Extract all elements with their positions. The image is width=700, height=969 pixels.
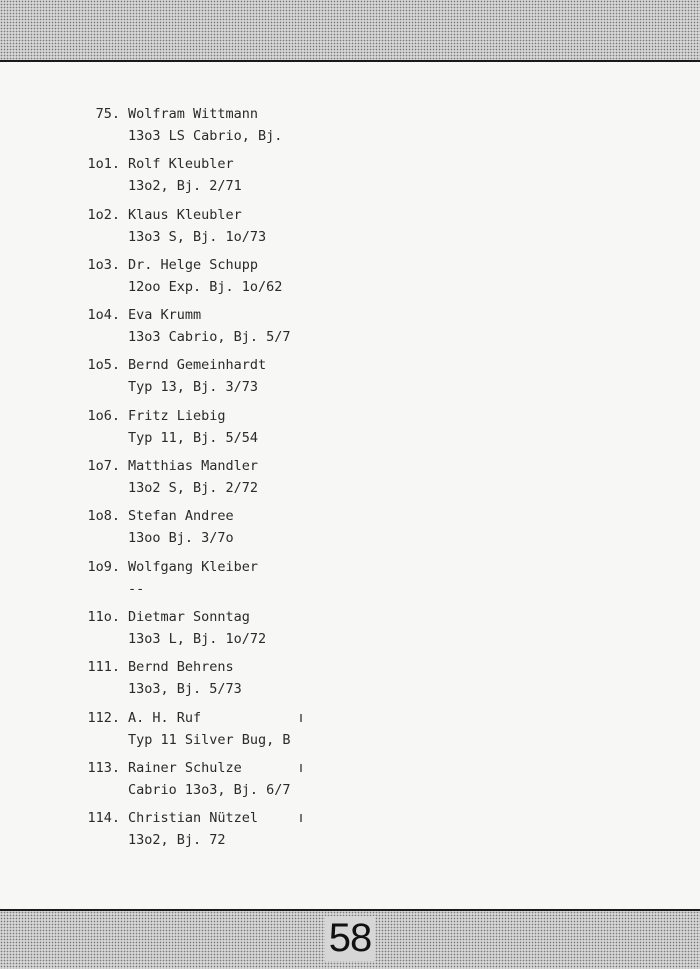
- entry-vehicle-detail: 13oo Bj. 3/7o: [128, 530, 234, 547]
- entry-vehicle-detail: --: [128, 580, 145, 597]
- list-item: [0, 704, 700, 754]
- list-item: [0, 603, 700, 653]
- entry-number: 1o6.: [87, 407, 120, 424]
- entry-vehicle-detail: 13o3 LS Cabrio, Bj.: [128, 128, 283, 144]
- margin-mark: [300, 764, 302, 772]
- list-item: [0, 553, 700, 603]
- list-item: [0, 301, 700, 351]
- entry-vehicle-detail: 13o3 S, Bj. 1o/73: [128, 228, 267, 245]
- list-item: [0, 351, 700, 401]
- list-item: [0, 150, 700, 200]
- entry-vehicle-detail: Typ 13, Bj. 3/73: [128, 379, 259, 396]
- entry-number: 111.: [87, 659, 120, 676]
- entry-number: 1o8.: [87, 508, 120, 525]
- entry-number: 112.: [87, 709, 120, 726]
- entry-number: 1o4.: [87, 307, 120, 324]
- entry-name: Bernd Gemeinhardt: [128, 357, 267, 374]
- entry-vehicle-detail: 13o3 Cabrio, Bj. 5/7: [128, 329, 291, 346]
- entry-name: Wolfram Wittmann: [128, 106, 259, 122]
- entry-number: 1o5.: [87, 357, 120, 374]
- margin-mark: [300, 714, 302, 722]
- entry-name: Wolfgang Kleiber: [128, 558, 259, 575]
- entry-number: 113.: [87, 759, 120, 776]
- entry-name: Matthias Mandler: [128, 458, 259, 475]
- list-item: [0, 653, 700, 703]
- entry-name: Dr. Helge Schupp: [128, 256, 259, 273]
- entry-name: Rolf Kleubler: [128, 156, 234, 173]
- entry-vehicle-detail: 13o2 S, Bj. 2/72: [128, 480, 259, 497]
- entry-name: Rainer Schulze: [128, 759, 242, 776]
- entry-vehicle-detail: 13o3, Bj. 5/73: [128, 681, 242, 698]
- entry-name: Eva Krumm: [128, 307, 202, 324]
- list-item: [0, 402, 700, 452]
- margin-mark: [300, 814, 302, 822]
- entry-vehicle-detail: 13o2, Bj. 72: [128, 832, 226, 849]
- entry-number: 1o2.: [87, 206, 120, 223]
- list-item: [0, 100, 700, 150]
- entry-number: 114.: [87, 810, 120, 827]
- list-item: [0, 804, 700, 854]
- entry-number: 1o3.: [87, 256, 120, 273]
- entry-vehicle-detail: Typ 11, Bj. 5/54: [128, 429, 259, 446]
- entry-number: 1o1.: [87, 156, 120, 173]
- member-list: [0, 100, 700, 854]
- entry-number: 75.: [95, 106, 120, 122]
- entry-name: A. H. Ruf: [128, 709, 202, 726]
- entry-vehicle-detail: Cabrio 13o3, Bj. 6/7: [128, 781, 291, 798]
- list-item: [0, 251, 700, 301]
- entry-vehicle-detail: 13o3 L, Bj. 1o/72: [128, 630, 267, 647]
- entry-vehicle-detail: 12oo Exp. Bj. 1o/62: [128, 278, 283, 295]
- page-number: [0, 909, 700, 967]
- entry-number: 1o9.: [87, 558, 120, 575]
- entry-name: Klaus Kleubler: [128, 206, 242, 223]
- entry-number: 1o7.: [87, 458, 120, 475]
- entry-name: Stefan Andree: [128, 508, 234, 525]
- entry-name: Bernd Behrens: [128, 659, 234, 676]
- list-item: [0, 201, 700, 251]
- list-item: [0, 754, 700, 804]
- top-halftone-band: [0, 0, 700, 62]
- list-item: [0, 452, 700, 502]
- entry-name: Fritz Liebig: [128, 407, 226, 424]
- entry-vehicle-detail: Typ 11 Silver Bug, B: [128, 731, 291, 748]
- entry-name: Christian Nützel: [128, 810, 259, 827]
- page-number-label: 58: [325, 916, 376, 961]
- list-item: [0, 502, 700, 552]
- entry-number: 11o.: [87, 608, 120, 625]
- entry-name: Dietmar Sonntag: [128, 608, 250, 625]
- entry-vehicle-detail: 13o2, Bj. 2/71: [128, 178, 242, 195]
